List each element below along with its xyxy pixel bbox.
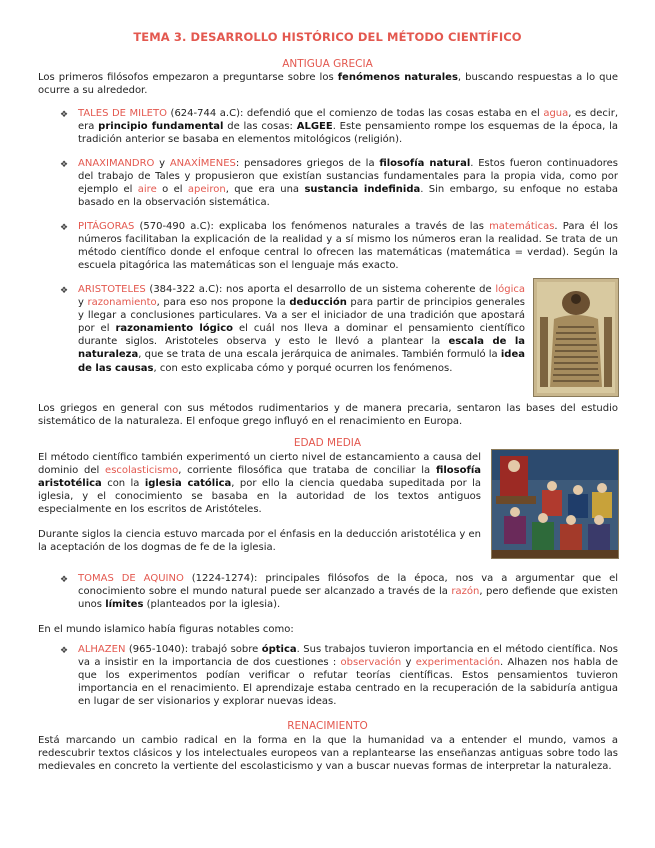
page-title: TEMA 3. DESARROLLO HISTÓRICO DEL MÉTODO CIENTÍFICO (133, 30, 522, 44)
bullet-icon: ❖ (60, 646, 69, 656)
list-item-aristoteles: ARISTOTELES (384-322 a.C): nos aporta el desarrollo de un sistema coherente de lógica y razonamiento, para eso nos propone la deducción para partir de principios generales y llegar a conclusiones particulares. Va a ser el iniciador de una tradición que apostará por el razonamiento lógico el cuál nos lleva a dominar el pensamiento científico durante siglos. Aristoteles observa y esto le llevó a plantear la escala de la naturaleza, que se trata de una escala jerárquica de animales. También formuló la idea de las causas, con esto explicaba cómo y porqué ocurren los fenómenos. (78, 284, 525, 374)
greek-summary-paragraph: Los griegos en general con sus métodos rudimentarios y de manera precaria, sentaron las bases del estudio sistemático de la naturaleza. El enfoque grego influyó en el renacimiento en Europa. (38, 403, 618, 428)
aristotle-manuscript-image (533, 278, 619, 397)
intro-paragraph: Los primeros filósofos empezaron a preguntarse sobre los fenómenos naturales, buscando respuestas a lo que ocurre a su alrededor. (38, 72, 618, 97)
list-item-pitagoras: PITÁGORAS (570-490 a.C): explicaba los fenómenos naturales a través de las matemáticas. Para él los números facilitaban la explicación de la realidad y a sí mismo los números eran la realidad. Se trata de un método científico donde el enfoque central lo ofrecen las matemáticas (matemática = verdad). Según la escuela pitagórica las matemáticas son el lenguaje más exacto. (78, 221, 618, 272)
section-heading-renacimiento: RENACIMIENTO (287, 720, 368, 732)
list-item-alhazen: ALHAZEN (965-1040): trabajó sobre óptica. Sus trabajos tuvieron importancia en el método científica. Nos va a insistir en la importancia de dos cuestiones : observación y experimentación. Alhazen nos habla de que los experimentos podían verificar o refutar teorías científicas. Estos pensamientos tuvieron importancia en el renacimiento. El aprendizaje estaba centrado en la recuperación de la sabiduría antigua en lugar de ser visionarios y explorar nuevas ideas. (78, 644, 618, 708)
bullet-icon: ❖ (60, 110, 69, 120)
renacimiento-paragraph: Está marcando un cambio radical en la forma en la que la humanidad va a entender el mundo, vamos a redescubrir textos clásicos y los intelectuales europeos van a replantearse las enseñanzas antiguas sobre todo las medievales en concreto la vertiente del escolasticismo y van a buscar nuevas formas de interpretar la naturaleza. (38, 735, 618, 773)
list-item-tales: TALES DE MILETO (624-744 a.C): defendió que el comienzo de todas las cosas estaba en el agua, es decir, era principio fundamental de las cosas: ALGEE. Este pensamiento rompe los esquemas de la época, la tradición anterior se basaba en elementos mitológicos (religión). (78, 108, 618, 146)
islamic-world-intro: En el mundo islamico había figuras notables como: (38, 624, 294, 635)
bullet-icon: ❖ (60, 223, 69, 233)
section-heading-antigua-grecia: ANTIGUA GRECIA (282, 58, 373, 70)
section-heading-edad-media: EDAD MEDIA (293, 437, 362, 449)
bullet-icon: ❖ (60, 286, 69, 296)
list-item-tomas-de-aquino: TOMAS DE AQUINO (1224-1274): principales filósofos de la época, nos va a argumentar que el conocimiento sobre el mundo natural puede ser alcanzado a través de la razón, pero defiende que existen unos límites (planteados por la iglesia). (78, 573, 619, 611)
bullet-icon: ❖ (60, 575, 69, 585)
bullet-icon: ❖ (60, 160, 69, 170)
edad-media-paragraph-2: Durante siglos la ciencia estuvo marcada por el énfasis en la deducción aristotélica y en la aceptación de los dogmas de fe de la iglesia. (38, 529, 481, 554)
medieval-classroom-image (491, 449, 619, 559)
list-item-anaximandro: ANAXIMANDRO y ANAXÍMENES: pensadores griegos de la filosofía natural. Estos fueron continuadores del trabajo de Tales y propusieron que existían sustancias fundamentales para la propia vida, como por ejemplo el aire o el apeiron, que era una sustancia indefinida. Sin embargo, su enfoque no estaba basado en la observación sistemática. (78, 158, 618, 209)
edad-media-paragraph-1: El método científico también experimentó un cierto nivel de estancamiento a causa del dominio del escolasticismo, corriente filosófica que trataba de conciliar la filosofía aristotélica con la iglesia católica, por ello la ciencia quedaba supeditada por la iglesia, y el conocimiento se basaba en la autoridad de los textos antiguos especialmente en los escritos de Aristóteles. (38, 452, 481, 516)
